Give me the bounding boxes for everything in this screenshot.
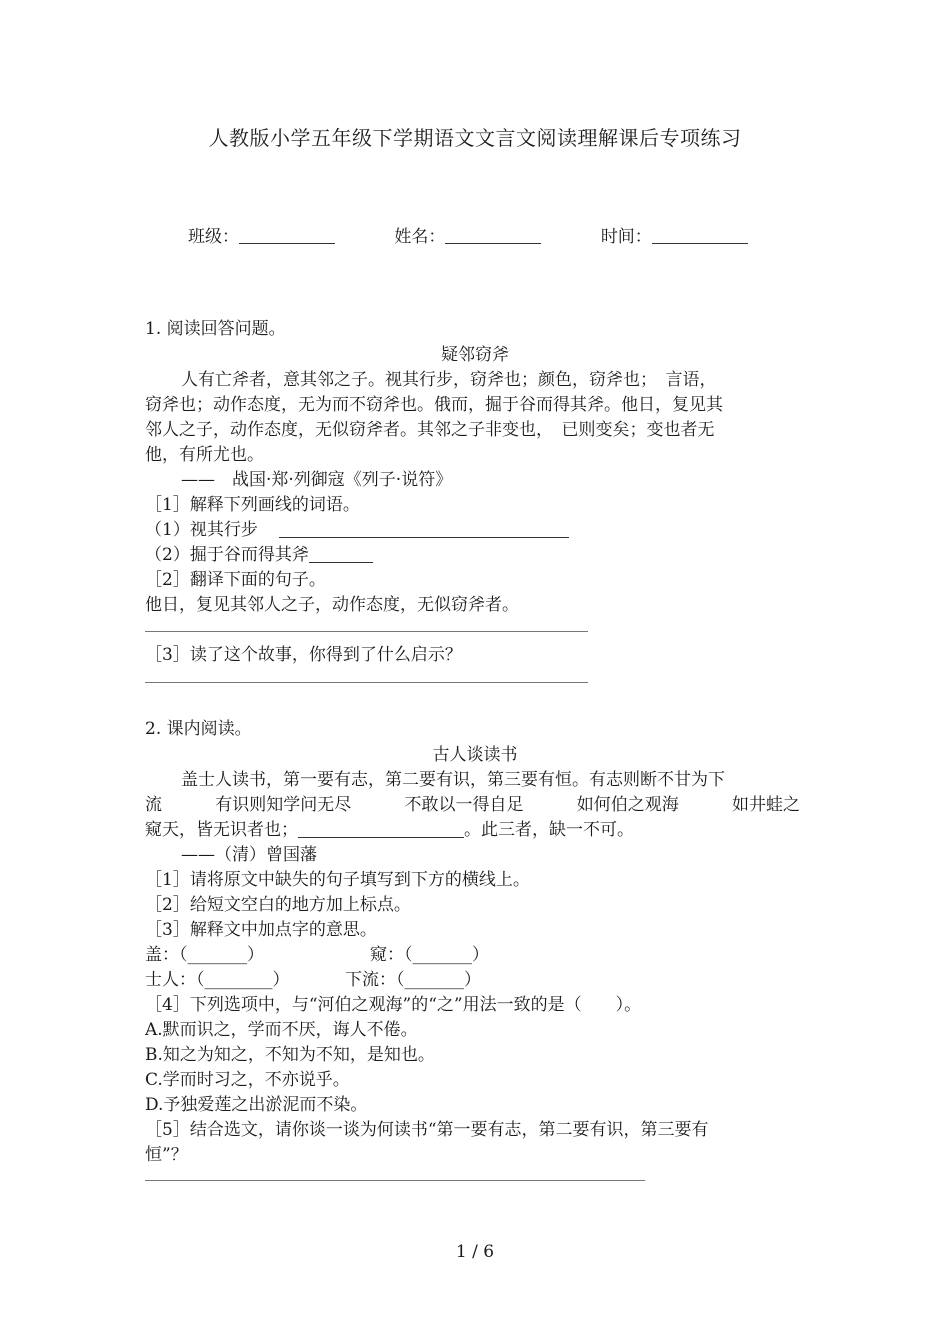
page-number: 1 / 6 (455, 1242, 495, 1262)
word-shiren[interactable]: 士人：（________） (145, 970, 290, 990)
q1-passage-line: 人有亡斧者，意其邻之子。视其行步，窃斧也；颜色，窃斧也； 言语， (181, 370, 717, 390)
missing-sentence-blank[interactable] (298, 820, 464, 838)
q1-item-2-text: （2）掘于谷而得其斧 (145, 545, 309, 565)
answer-line[interactable] (145, 631, 588, 632)
answer-blank[interactable] (279, 520, 569, 538)
q2-source: ——（清）曾国藩 (181, 845, 317, 865)
class-label: 班级： (188, 227, 239, 247)
q2-passage-line (145, 790, 800, 815)
q1-heading: 1. 阅读回答问题。 (145, 319, 286, 339)
passage-segment: 有识则知学问无尽 (215, 795, 352, 815)
q1-passage-title: 疑邻窃斧 (441, 345, 509, 365)
q1-item-2 (145, 540, 373, 565)
passage-segment: 流 (145, 795, 162, 815)
q2-subquestion-4: ［4］下列选项中，与“河伯之观海”的“之”用法一致的是（ ）。 (145, 995, 642, 1015)
class-blank[interactable] (239, 227, 335, 244)
q1-translate-sentence: 他日，复见其邻人之子，动作态度，无似窃斧者。 (145, 595, 519, 615)
q1-item-1-text: （1）视其行步 (145, 520, 258, 540)
q1-item-1 (145, 515, 569, 540)
student-info-row (188, 222, 802, 247)
time-blank[interactable] (652, 227, 748, 244)
q1-passage-line: 邻人之子，动作态度，无似窃斧者。其邻之子非变也， 已则变矣；变也者无 (145, 420, 715, 440)
option-a[interactable]: A.默而识之，学而不厌，诲人不倦。 (145, 1020, 418, 1040)
time-field[interactable] (601, 222, 748, 247)
q2-subquestion-2: ［2］给短文空白的地方加上标点。 (145, 895, 411, 915)
passage-segment: 窥天，皆无识者也； (145, 820, 298, 840)
q2-subquestion-5-cont: 恒”？ (145, 1145, 188, 1165)
option-c[interactable]: C.学而时习之，不亦说乎。 (145, 1070, 350, 1090)
name-blank[interactable] (445, 227, 541, 244)
q1-source: —— 战国·郑·列御寇《列子·说符》 (181, 470, 453, 490)
passage-segment: 不敢以一得自足 (404, 795, 524, 815)
q1-subquestion-2: ［2］翻译下面的句子。 (145, 570, 326, 590)
name-label: 姓名： (394, 227, 446, 247)
q2-subquestion-1: ［1］请将原文中缺失的句子填写到下方的横线上。 (145, 870, 530, 890)
q2-heading: 2. 课内阅读。 (145, 719, 252, 739)
answer-line[interactable] (145, 1180, 645, 1181)
document-title: 人教版小学五年级下学期语文文言文阅读理解课后专项练习 (208, 126, 742, 150)
answer-blank[interactable] (309, 545, 373, 563)
q1-subquestion-3: ［3］读了这个故事，你得到了什么启示？ (145, 645, 462, 665)
q2-passage-title: 古人谈读书 (432, 745, 518, 765)
q1-passage-line: 窃斧也；动作态度，无为而不窃斧也。俄而，掘于谷而得其斧。他日，复见其 (145, 395, 723, 415)
q2-subquestion-5: ［5］结合选文，请你谈一谈为何读书“第一要有志，第二要有识，第三要有 (145, 1120, 709, 1140)
q2-passage-line: 盖士人读书，第一要有志，第二要有识，第三要有恒。有志则断不甘为下 (181, 770, 725, 790)
q1-passage-line: 他，有所尤也。 (145, 445, 264, 465)
option-d[interactable]: D.予独爱莲之出淤泥而不染。 (145, 1095, 368, 1115)
passage-segment: 如井蛙之 (732, 795, 800, 815)
q2-subquestion-3: ［3］解释文中加点字的意思。 (145, 920, 377, 940)
word-kui[interactable]: 窥：（_______） (370, 945, 489, 965)
q1-subquestion-1: ［1］解释下列画线的词语。 (145, 495, 360, 515)
name-field[interactable] (394, 222, 541, 247)
passage-segment: 。此三者，缺一不可。 (464, 820, 634, 840)
q2-passage-line (145, 815, 634, 840)
word-xialiu[interactable]: 下流：（_______） (345, 970, 481, 990)
option-b[interactable]: B.知之为知之，不知为不知，是知也。 (145, 1045, 435, 1065)
q2-word-row (145, 965, 481, 990)
q2-word-row (145, 940, 489, 965)
time-label: 时间： (600, 227, 652, 247)
passage-segment: 如何伯之观海 (576, 795, 679, 815)
q2-passage-segments (145, 790, 800, 815)
answer-line[interactable] (145, 682, 588, 683)
class-field[interactable] (188, 222, 335, 247)
word-gai[interactable]: 盖：（_______） (145, 945, 264, 965)
